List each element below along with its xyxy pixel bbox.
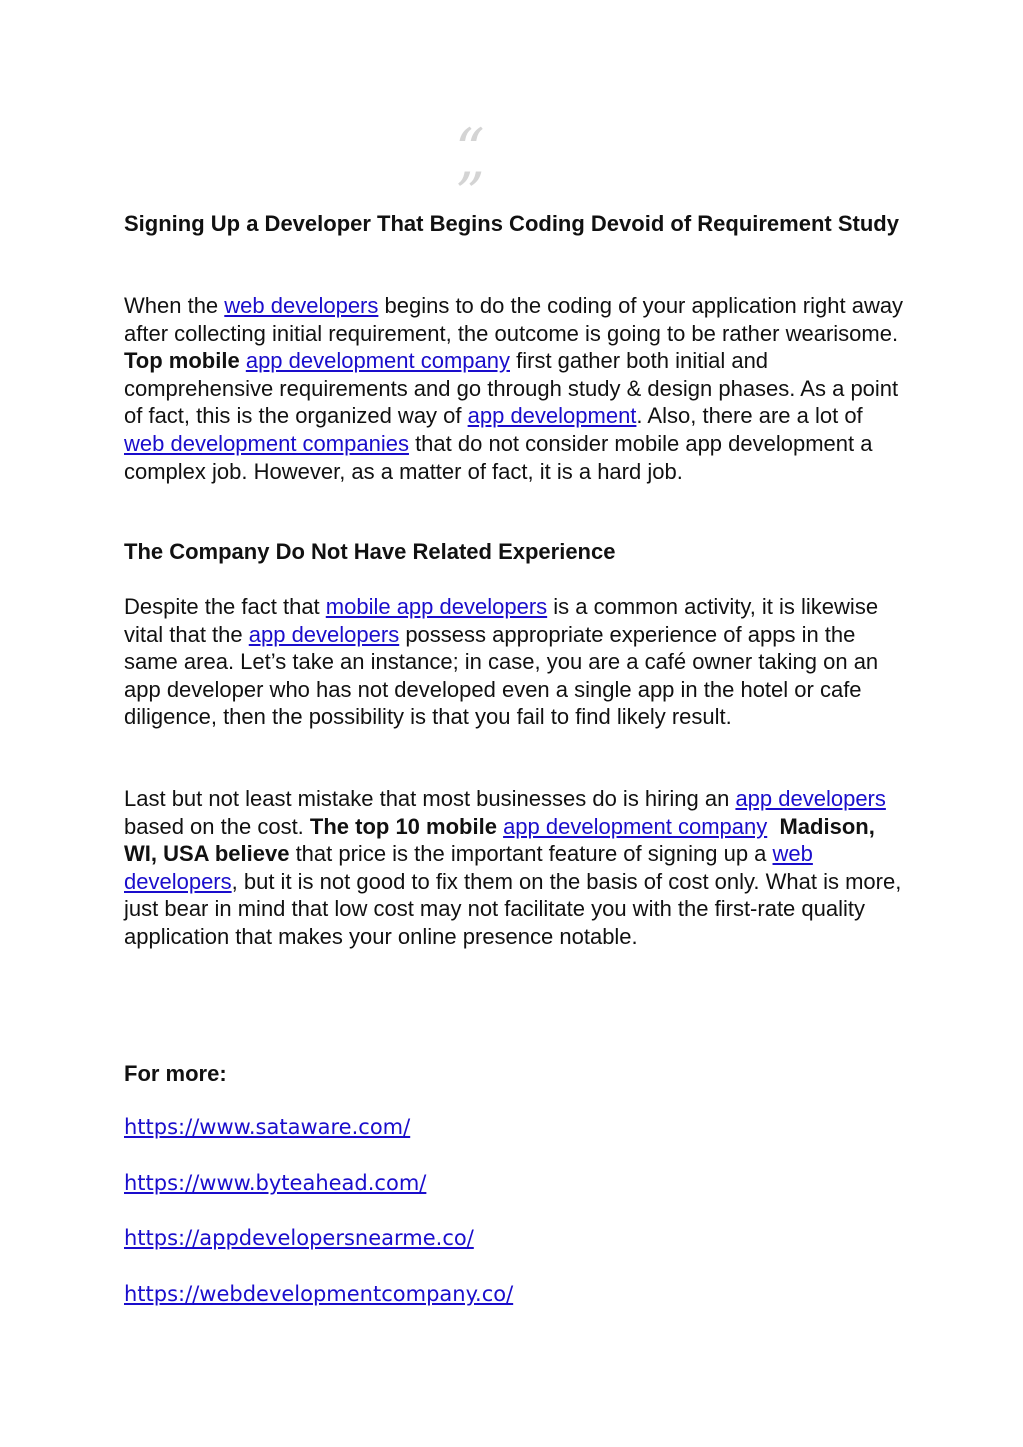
- text-run: begins to do the coding of your application right away after collecting initial requirement, the outcome is going to be rather wearisome.: [124, 293, 904, 346]
- link-app-developers[interactable]: app developers: [248, 621, 400, 647]
- link-app-developers-2[interactable]: app developers: [735, 786, 886, 811]
- text-run: [767, 814, 779, 839]
- text-run: is a common activity, it is likewise vital that the: [124, 594, 879, 647]
- paragraph-cost: [124, 785, 904, 951]
- section-heading-requirement-study: Signing Up a Developer That Begins Coding Devoid of Requirement Study: [124, 211, 899, 236]
- bold-text: Madison, WI, USA believe: [124, 813, 875, 867]
- link-sataware[interactable]: https://www.sataware.com/: [124, 1115, 411, 1139]
- link-webdevelopmentcompany[interactable]: https://webdevelopmentcompany.co/: [124, 1282, 514, 1306]
- link-app-development-company-2[interactable]: app development company: [503, 813, 768, 839]
- text-run: , but it is not good to fix them on the basis of cost only. What is more, just bear in mind that low cost may not facilitate you with the first-rate quality application that makes your online presence notable.: [124, 868, 902, 949]
- bold-text: Top mobile: [124, 348, 240, 374]
- link-appdevelopersnearme[interactable]: https://appdevelopersnearme.co/: [124, 1226, 474, 1250]
- section-heading-related-experience: The Company Do Not Have Related Experience: [124, 539, 616, 564]
- text-run: that price is the important feature of signing up a: [289, 841, 773, 867]
- text-run: first gather both initial and comprehensive requirements and go through study & design phases. As a point of fact, this is the organized way of: [124, 348, 899, 429]
- text-run: . Also, there are a lot of: [636, 403, 863, 429]
- text-run: Despite the fact that: [124, 594, 326, 619]
- link-web-development-companies[interactable]: web development companies: [124, 430, 409, 456]
- quote-marks-decoration: “ ”: [455, 116, 505, 228]
- text-run: possess appropriate experience of apps in the same area. Let’s take an instance; in case, you are a café owner taking on an app developer who has not developed even a single app in the hotel or cafe diligence, then the possibility is that you fail to find likely result.: [124, 621, 879, 730]
- link-web-developers[interactable]: web developers: [224, 293, 379, 318]
- text-run: based on the cost.: [124, 813, 310, 839]
- link-app-development-company[interactable]: app development company: [245, 348, 510, 374]
- text-run: Last but not least mistake that most businesses do is hiring an: [124, 786, 736, 811]
- link-app-development[interactable]: app development: [467, 403, 637, 429]
- text-run: that do not consider mobile app development a complex job. However, as a matter of fact, it is a hard job.: [124, 430, 873, 484]
- text-run: When the: [124, 293, 225, 318]
- link-byteahead[interactable]: https://www.byteahead.com/: [124, 1171, 427, 1195]
- link-web-developers-2[interactable]: web developers: [124, 841, 813, 894]
- link-mobile-app-developers[interactable]: mobile app developers: [325, 594, 548, 619]
- bold-text: The top 10 mobile: [309, 813, 497, 839]
- paragraph-requirement-study: [124, 292, 904, 485]
- for-more-heading: For more:: [124, 1061, 227, 1086]
- paragraph-related-experience: [124, 593, 904, 731]
